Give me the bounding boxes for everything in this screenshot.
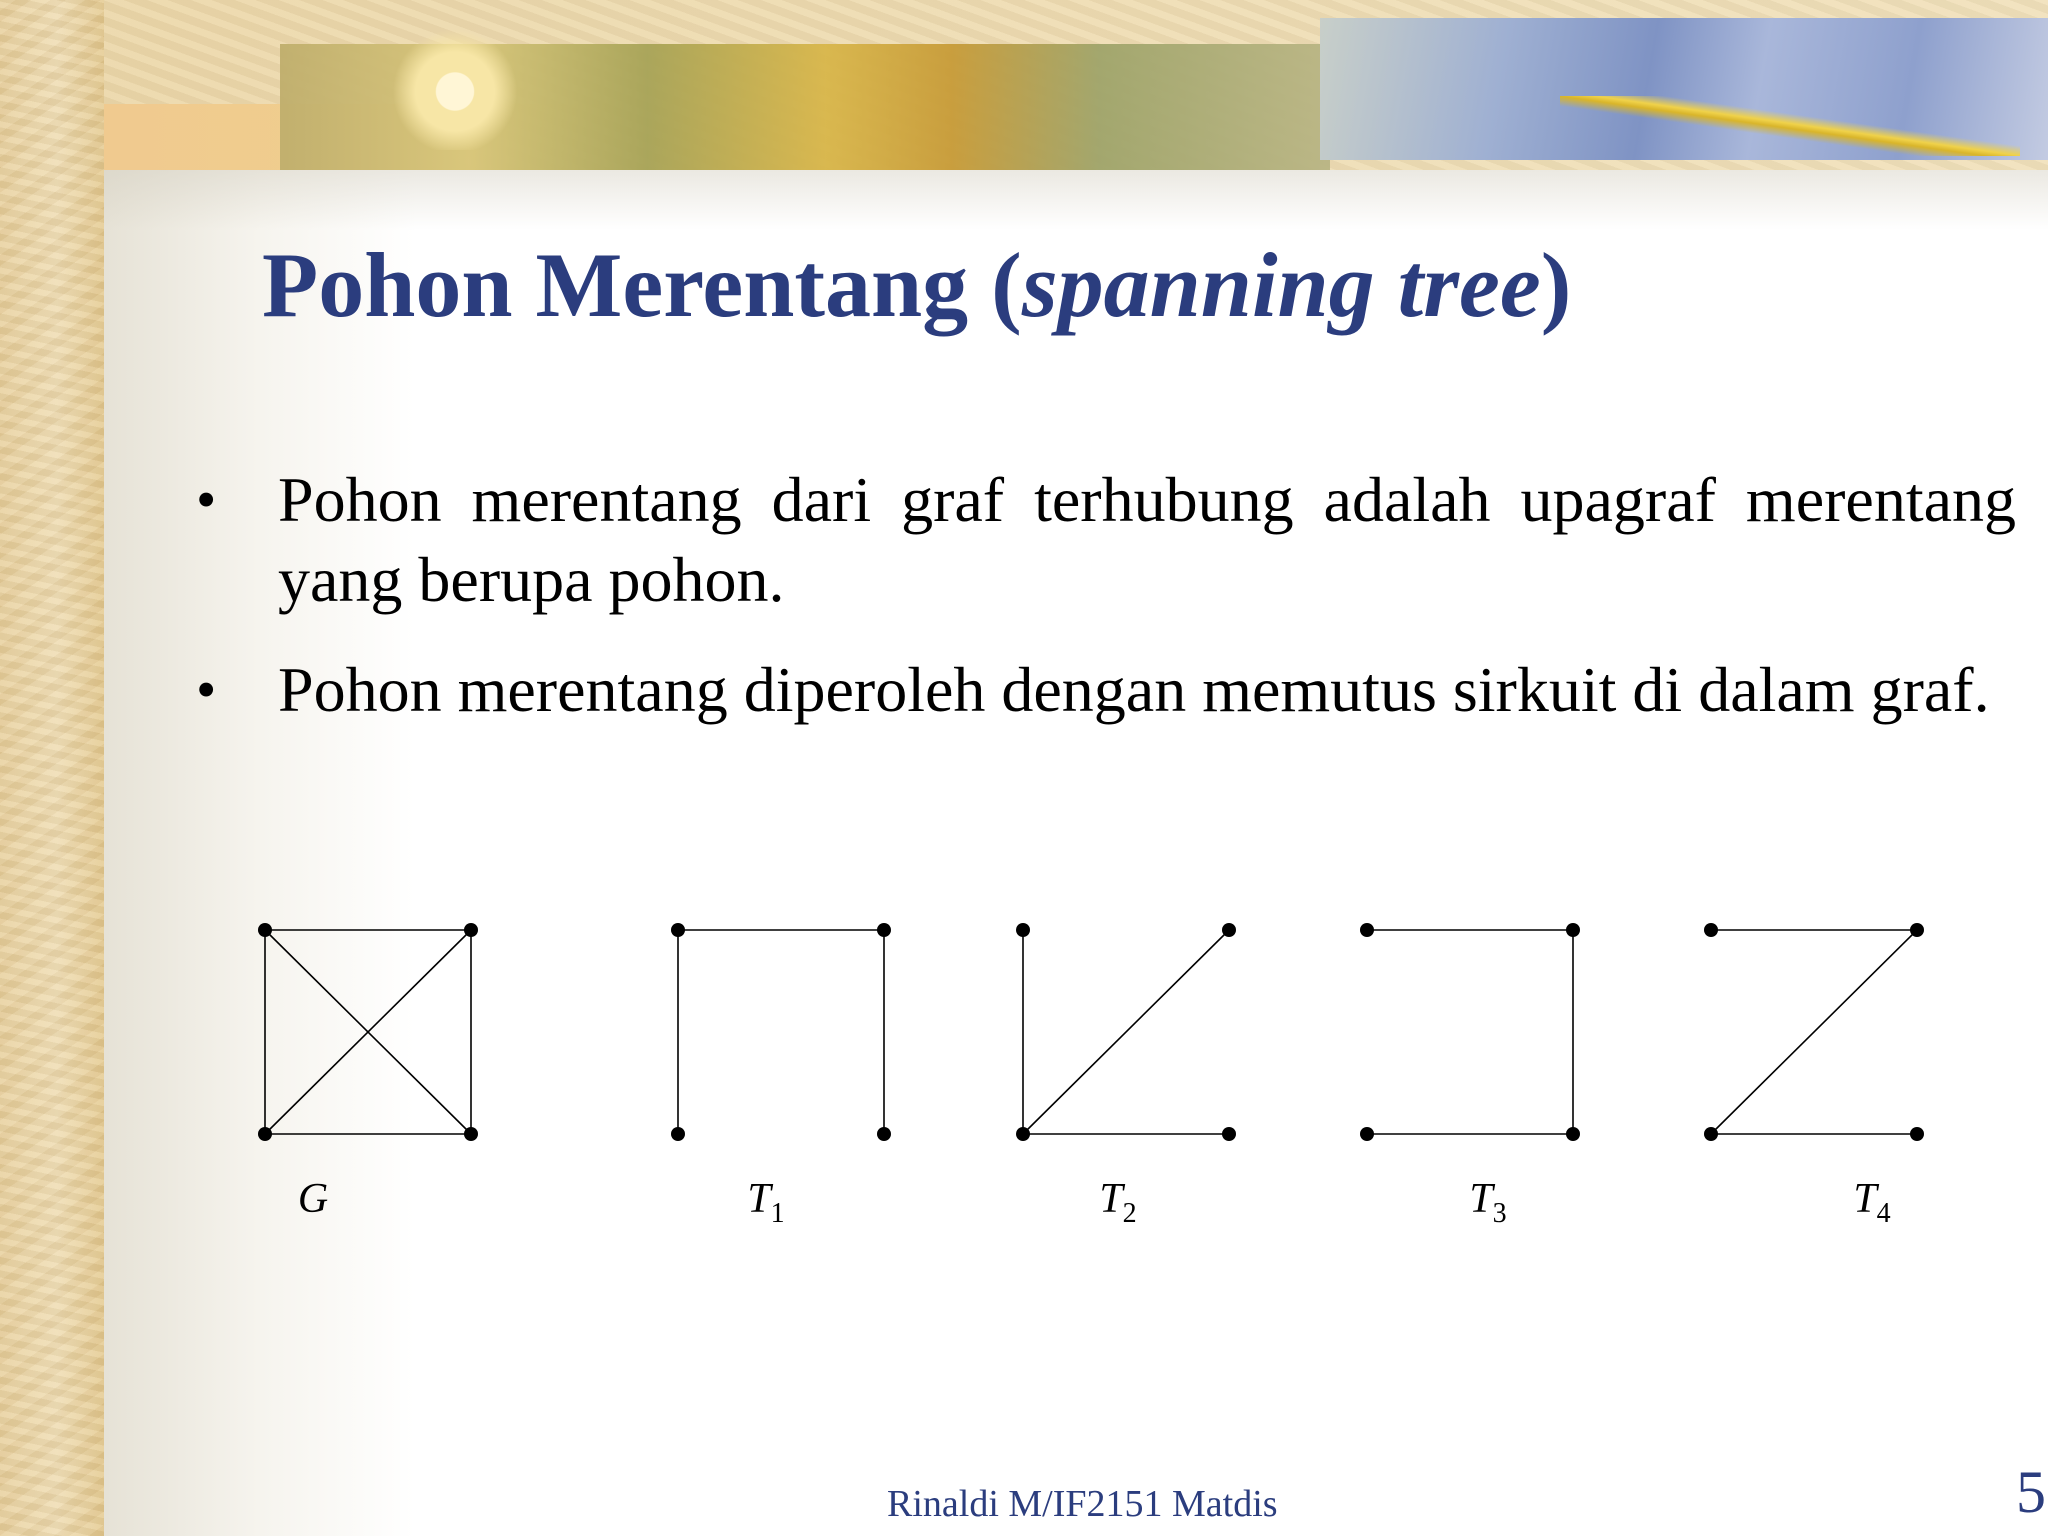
graph-t1 (671, 923, 891, 1229)
graph-vertex (1222, 1127, 1236, 1141)
graph-t4 (1704, 923, 1924, 1229)
graph-vertex (877, 923, 891, 937)
page-number: 5 (2016, 1459, 2046, 1525)
title-main: Pohon Merentang ( (262, 234, 1022, 336)
graph-vertex (464, 923, 478, 937)
graph-label-subscript: 2 (1122, 1198, 1137, 1229)
graph-vertex (1016, 1127, 1030, 1141)
footer-text: Rinaldi M/IF2151 Matdis (887, 1483, 1278, 1525)
graph-edge (1023, 930, 1229, 1134)
graph-vertex (1704, 923, 1718, 937)
graph-g (258, 923, 478, 1222)
graph-vertex (671, 1127, 685, 1141)
title-close: ) (1540, 234, 1572, 336)
graph-label: $T_1$ (747, 1176, 785, 1229)
graph-vertex (1910, 923, 1924, 937)
bullet-dot-icon: • (196, 467, 217, 532)
graph-vertex (1360, 1127, 1374, 1141)
graph-vertex (671, 923, 685, 937)
graph-label: G (297, 1176, 329, 1222)
graph-vertex (877, 1127, 891, 1141)
bullet-text: Pohon merentang diperoleh dengan memutus sirkuit di dalam graf. (278, 654, 1990, 725)
bullet-dot-icon: • (196, 657, 217, 722)
graph-label-subscript: 4 (1876, 1198, 1891, 1229)
graph-vertex (1360, 923, 1374, 937)
graph-vertex (1016, 923, 1030, 937)
graph-vertex (1222, 923, 1236, 937)
graph-vertex (1566, 1127, 1580, 1141)
graph-label-subscript: 3 (1492, 1198, 1507, 1229)
graph-t3 (1360, 923, 1580, 1229)
graph-vertex (1704, 1127, 1718, 1141)
title-italic: spanning tree (1021, 234, 1541, 336)
graph-label: $T_3$ (1469, 1176, 1507, 1229)
graph-vertex (1566, 923, 1580, 937)
graph-label-subscript: 1 (770, 1198, 785, 1229)
graph-label: $T_4$ (1853, 1176, 1891, 1229)
graph-vertex (258, 1127, 272, 1141)
graph-vertex (1910, 1127, 1924, 1141)
bullet-text: Pohon merentang dari graf terhubung adalah upagraf merentang yang berupa pohon. (278, 464, 2016, 615)
graph-edge (1711, 930, 1917, 1134)
graph-vertex (464, 1127, 478, 1141)
graph-vertex (258, 923, 272, 937)
graph-t2 (1016, 923, 1236, 1229)
graph-label: $T_2$ (1099, 1176, 1137, 1229)
